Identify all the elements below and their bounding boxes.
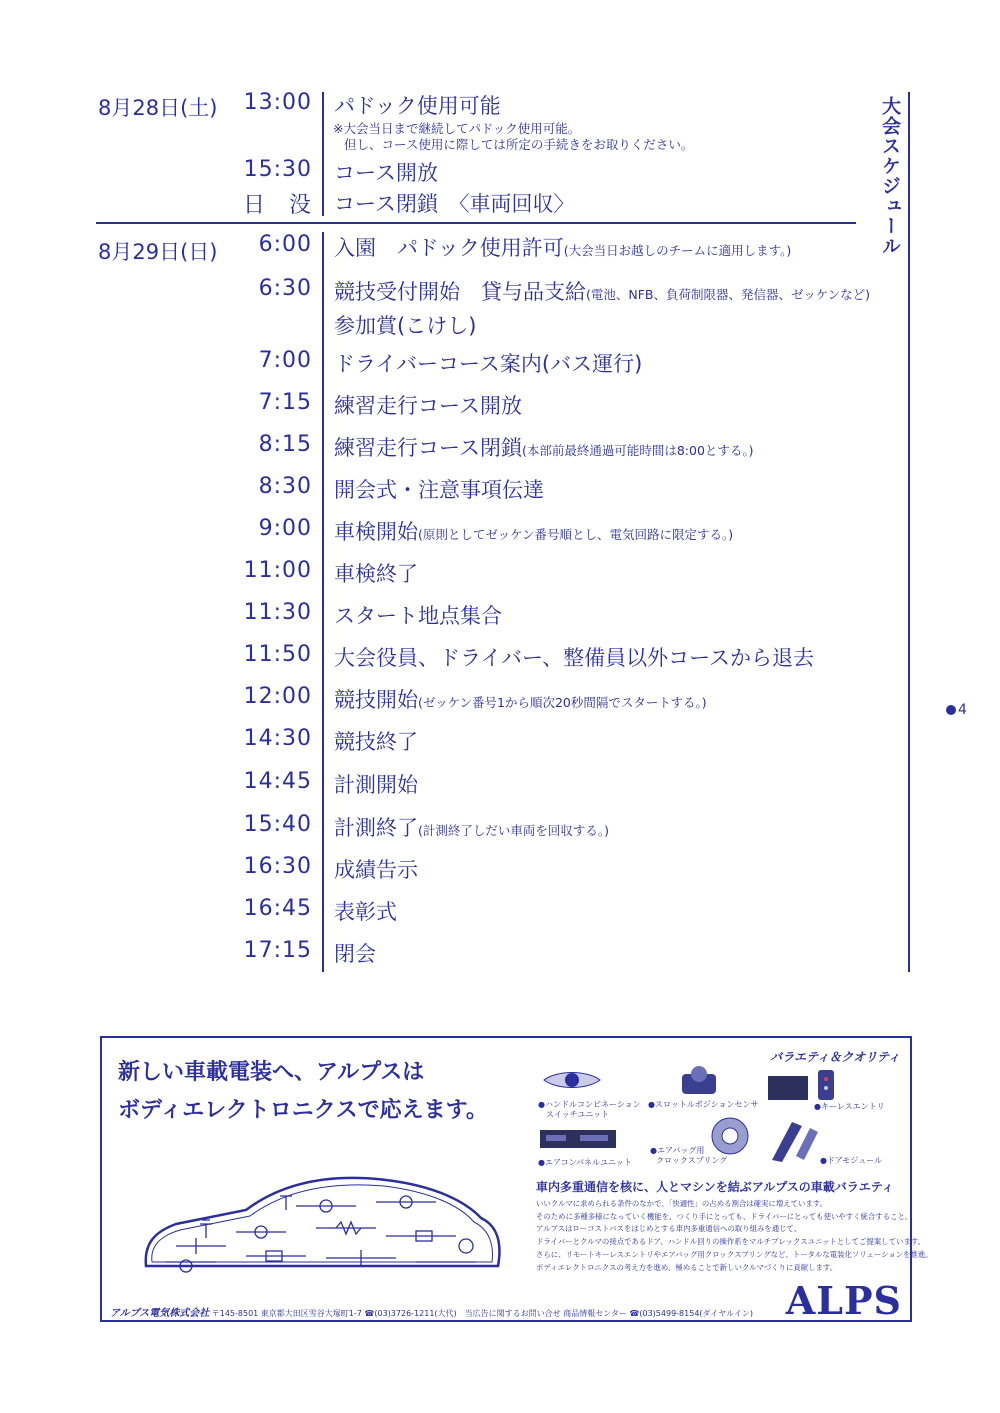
ad-body-line: そのために多種多様になっていく機能を、つくり手にとっても、ドライバーにとっても使いやすく統合すること。 <box>536 1211 913 1221</box>
row-event <box>334 769 418 799</box>
row-time: 9:00 <box>258 516 312 541</box>
schedule-row <box>0 600 860 636</box>
row-time: 11:30 <box>243 600 312 625</box>
ad-headline-line: 新しい車載電装へ、アルプスは <box>118 1060 425 1085</box>
row-event <box>334 854 418 884</box>
extra-line: 参加賞(こけし) <box>334 314 477 338</box>
row-event: コース閉鎖 〈車両回収〉 <box>334 192 575 216</box>
row-event-label: 車検終了 <box>334 562 418 586</box>
row-event-label: ドライバーコース案内(バス運行) <box>334 352 643 376</box>
row-event <box>334 474 544 504</box>
row-event: コース開放 <box>334 161 438 185</box>
part-label-line: ●ハンドルコンビネーション <box>538 1100 641 1109</box>
part-label <box>650 1146 727 1166</box>
row-time: 8:30 <box>258 474 312 499</box>
schedule-row <box>0 896 860 932</box>
advertisement <box>100 1036 933 1323</box>
schedule-row <box>0 474 860 510</box>
schedule-row <box>0 938 860 974</box>
schedule-row <box>0 232 860 268</box>
day2-date: 8月29日(日) <box>98 240 218 264</box>
row-event-label: 競技終了 <box>334 730 418 754</box>
bullet-icon <box>946 705 956 715</box>
brand-tagline: バラエティ＆クオリティ <box>770 1050 900 1064</box>
row-event <box>334 684 707 714</box>
row-event-label: 入園 パドック使用許可 <box>334 236 564 260</box>
row-event <box>334 232 791 262</box>
row-event-label: 計測終了 <box>334 816 418 840</box>
schedule-row <box>0 348 860 384</box>
part-throttle-sensor <box>674 1064 724 1104</box>
schedule-row <box>0 642 860 678</box>
row-event <box>334 276 870 306</box>
row-event-label: 競技受付開始 貸与品支給 <box>334 280 586 304</box>
row-event <box>334 432 754 462</box>
part-label-line: クロックスプリング <box>656 1156 728 1165</box>
row-event <box>334 600 502 630</box>
ad-body-line: さらに、リモートキーレスエントリやエアバッグ用クロックスプリングなど、トータルな電装化ソリューションを推進。 <box>536 1249 933 1259</box>
keyless-entry-icon <box>768 1070 838 1104</box>
part-label <box>814 1102 885 1112</box>
row-time: 6:30 <box>258 276 312 301</box>
row-time: 日 没 <box>242 193 312 218</box>
row-time: 8:15 <box>258 432 312 457</box>
car-circuit-illustration <box>136 1166 506 1284</box>
row-time: 7:00 <box>258 348 312 373</box>
row-time: 11:50 <box>243 642 312 667</box>
row-event-label: 大会役員、ドライバー、整備員以外コースから退去 <box>334 646 815 670</box>
handle-switch-icon <box>542 1066 602 1096</box>
row-time: 14:45 <box>243 769 312 794</box>
schedule-row <box>0 390 860 426</box>
row-time: 15:40 <box>243 812 312 837</box>
part-label <box>820 1156 882 1166</box>
row-time: 15:30 <box>243 157 312 182</box>
aircon-panel-icon <box>540 1128 616 1150</box>
door-module-icon <box>766 1116 822 1164</box>
part-label-line: ●ドアモジュール <box>820 1156 883 1165</box>
row-note: (電池、NFB、負荷制限器、発信器、ゼッケンなど) <box>586 287 870 302</box>
part-aircon-panel <box>540 1128 616 1154</box>
ad-subheading: 車内多重通信を核に、人とマシンを結ぶアルプスの車載バラエティ <box>536 1180 894 1194</box>
footer-address: 〒145-8501 東京都大田区雪谷大塚町1-7 ☎(03)3726-1211(大代) 当広告に関するお問い合せ 商品情報センター ☎(03)5499-8154(ダイヤルイン) <box>211 1309 754 1318</box>
alps-logo: ALPS <box>785 1278 902 1323</box>
row-time: 16:45 <box>243 896 312 921</box>
row-event-label: 成績告示 <box>334 858 418 882</box>
row-event <box>334 938 376 968</box>
row-time: 12:00 <box>243 684 312 709</box>
row-event <box>334 390 522 420</box>
row-event-label: 表彰式 <box>334 900 397 924</box>
row-time: 6:00 <box>258 232 312 257</box>
schedule-row <box>0 726 860 762</box>
schedule-row <box>0 188 860 224</box>
row-note: (計測終了しだい車両を回収する。) <box>418 823 610 838</box>
part-label <box>538 1100 641 1120</box>
schedule-row <box>0 432 860 468</box>
schedule-row <box>0 854 860 890</box>
part-label-line: スイッチユニット <box>546 1110 610 1119</box>
day1-date: 8月28日(土) <box>98 96 218 120</box>
ad-footer <box>110 1304 753 1319</box>
row-time: 11:00 <box>243 558 312 583</box>
schedule-row <box>0 812 860 848</box>
row-event: パドック使用可能 <box>334 94 501 118</box>
part-label-line: ●エアコンパネルユニット <box>538 1158 632 1167</box>
schedule-row <box>0 558 860 594</box>
part-label <box>538 1158 632 1168</box>
row-note: (ゼッケン番号1から順次20秒間隔でスタートする。) <box>418 695 707 710</box>
row-note: (大会当日お越しのチームに適用します。) <box>563 243 792 258</box>
row-note: (原則としてゼッケン番号順とし、電気回路に限定する。) <box>418 527 734 542</box>
ad-headline-line: ボディエレクトロニクスで応えます。 <box>118 1098 488 1123</box>
schedule-row <box>0 516 860 552</box>
day1-subnote: 但し、コース使用に際しては所定の手続きをお取りください。 <box>344 137 694 152</box>
row-time: 7:15 <box>258 390 312 415</box>
ad-body-line: いいクルマに求められる条件のなかで、「快適性」の占める割合は確実に増えています。 <box>536 1199 827 1208</box>
ad-headline <box>118 1054 488 1130</box>
page-number-value: 4 <box>958 702 967 718</box>
row-event-label: 閉会 <box>334 942 376 966</box>
row-event-label: 車検開始 <box>334 520 418 544</box>
row-event <box>334 558 418 588</box>
part-handle-switch <box>542 1066 602 1100</box>
side-title: 大会スケジュール <box>879 96 901 256</box>
schedule-row <box>0 276 870 312</box>
side-divider <box>908 92 910 972</box>
row-time: 17:15 <box>243 938 312 963</box>
page-number <box>946 702 967 718</box>
row-event-label: 計測開始 <box>334 773 418 797</box>
throttle-sensor-icon <box>674 1064 724 1100</box>
row-event <box>334 642 814 672</box>
part-door-module <box>766 1116 822 1168</box>
footer-company: アルプス電気株式会社 <box>110 1308 210 1319</box>
schedule-row <box>0 684 860 720</box>
ad-body-line: ボディエレクトロニクスの考え方を進め、極めることで新しいクルマづくりに貢献します。 <box>536 1262 838 1272</box>
row-time: 16:30 <box>243 854 312 879</box>
part-label-line: ●エアバッグ用 <box>650 1146 705 1155</box>
row-event <box>334 348 642 378</box>
schedule-row <box>0 769 860 805</box>
ad-body-text <box>536 1198 933 1274</box>
row-event <box>334 516 733 546</box>
row-event-label: 開会式・注意事項伝達 <box>334 478 544 502</box>
row-time: 14:30 <box>243 726 312 751</box>
row-event <box>334 896 397 926</box>
part-label <box>648 1100 758 1110</box>
part-label-line: ●キーレスエントリ <box>814 1102 885 1111</box>
row-event-label: 練習走行コース開放 <box>334 394 522 418</box>
ad-body-line: ドライバーとクルマの接点であるドア、ハンドル回りの操作系をマルチプレックスユニットとしてご提案しています。 <box>536 1237 925 1247</box>
row-event <box>334 812 609 842</box>
row-event-label: 競技開始 <box>334 688 418 712</box>
ad-body-line: アルプスはローコストバスをはじめとする車内多重通信への取り組みを通じて、 <box>536 1224 802 1234</box>
part-label-line: ●スロットルポジションセンサ <box>648 1100 759 1109</box>
day1-subnote: ※大会当日まで継続してパドック使用可能。 <box>333 121 581 136</box>
row-time: 13:00 <box>243 90 312 115</box>
row-event-label: スタート地点集合 <box>334 604 502 628</box>
row-event <box>334 726 418 756</box>
row-event-label: 練習走行コース閉鎖 <box>334 436 522 460</box>
row-note: (本部前最終通過可能時間は8:00とする。) <box>521 443 754 458</box>
